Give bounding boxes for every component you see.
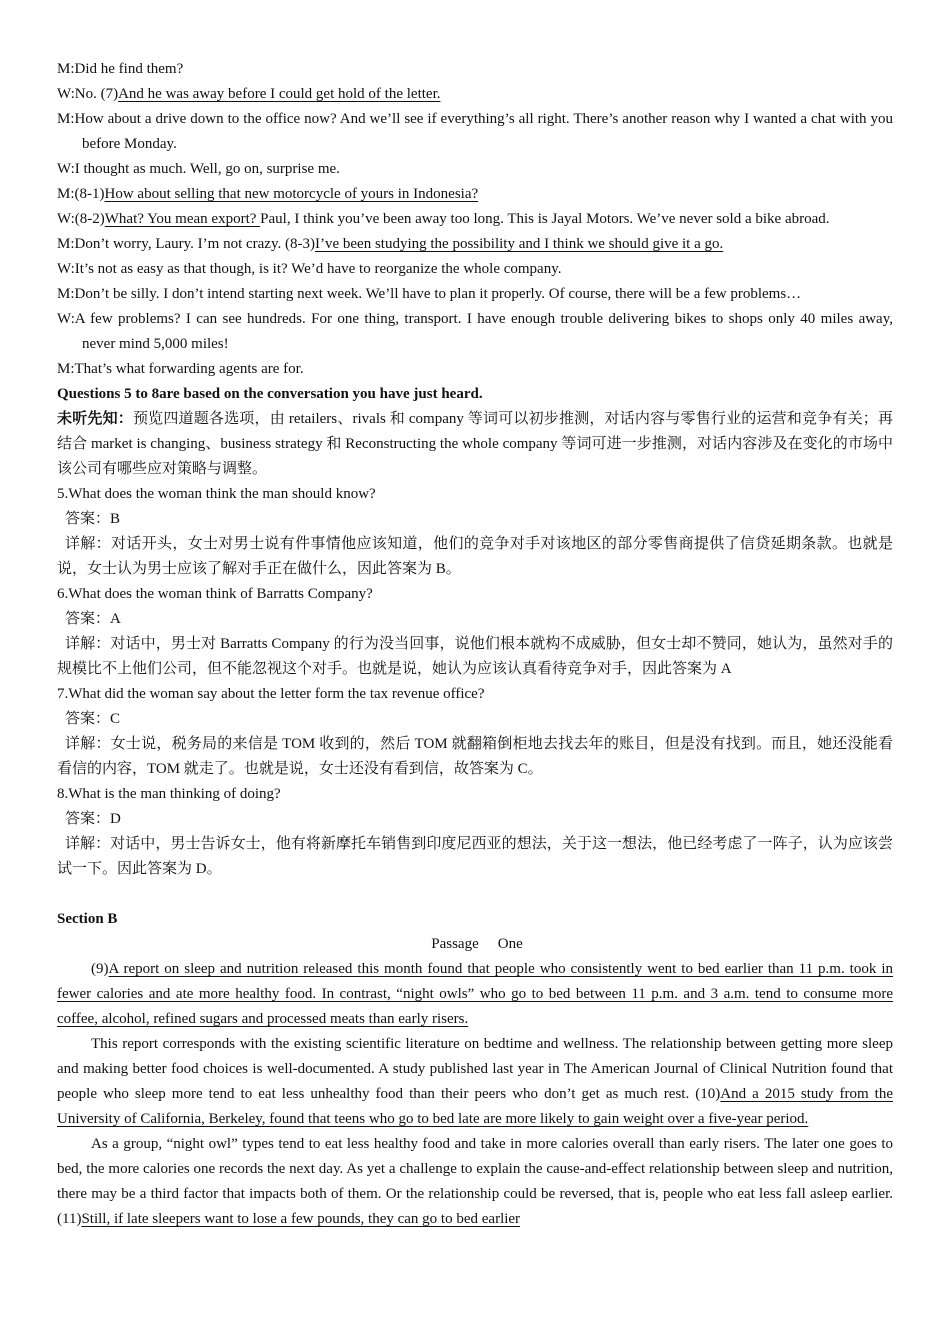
question-text: 6.What does the woman think of Barratts Company? — [57, 586, 373, 602]
preview-label: 未听先知： — [57, 411, 133, 427]
key-sentence-9: A report on sleep and nutrition released this month found that people who consistently went to bed earlier than 11 p.m. took in fewer calories and ate more healthy food. In contrast, “night owls” who go to bed between 11 p.m. and 3 a.m. tend to consume more coffee, alcohol, refined sugars and processed meats than early risers. — [57, 961, 893, 1027]
dialogue-line: M:How about a drive down to the office now? And we’ll see if everything’s all right. There’s another reason why I wanted a chat with you before Monday. — [57, 111, 893, 152]
passage-body — [57, 957, 893, 1232]
passage-paragraph: As a group, “night owl” types tend to eat less healthy food and take in more calories overall than early risers. The later one goes to bed, the more calories one records the next day. As yet a challenge to explain the cause-and-effect relationship between sleep and nutrition, there may be a third factor that impacts both of them. Or the relationship could be reversed, that is, people who eat less fall asleep earlier. (11)Still, if late sleepers want to lose a few pounds, they can go to bed earlier — [57, 1136, 893, 1227]
explanation-text: 详解：女士说，税务局的来信是 TOM 收到的，然后 TOM 就翻箱倒柜地去找去年的账目，但是没有找到。而且，她还没能看看信的内容，TOM 就走了。也就是说，女士还没有看到信，故答案为 C。 — [57, 736, 893, 777]
question-text: 5.What does the woman think the man should know? — [57, 486, 376, 502]
key-sentence-8-3: I’ve been studying the possibility and I think we should give it a go. — [314, 236, 724, 252]
dialogue-line: W:A few problems? I can see hundreds. For one thing, transport. I have enough trouble delivering bikes to shops only 40 miles away, never mind 5,000 miles! — [57, 311, 893, 352]
key-sentence-8-1: How about selling that new motorcycle of yours in Indonesia? — [104, 186, 479, 202]
answer-text: 答案：B — [65, 511, 121, 527]
dialogue-block — [57, 57, 893, 382]
dialogue-line: M:Don’t be silly. I don’t intend starting next week. We’ll have to plan it properly. Of course, there will be a few problems… — [57, 286, 802, 302]
passage-paragraph: (9)A report on sleep and nutrition released this month found that people who consistently went to bed earlier than 11 p.m. took in fewer calories and ate more healthy food. In contrast, “night owls” who go to bed between 11 p.m. and 3 a.m. tend to consume more coffee, alcohol, refined sugars and processed meats than early risers. — [57, 961, 893, 1027]
preview-text: 预览四道题各选项，由 retailers、rivals 和 company 等词可以初步推测，对话内容与零售行业的运营和竞争有关；再结合 market is changing、business strategy 和 Reconstructing the whole company 等词可进一步推测，对话内容涉及在变化的市场中该公司有哪些应对策略与调整。 — [57, 411, 893, 477]
passage-title: Passage One — [431, 936, 523, 952]
key-sentence-7: And he was away before I could get hold of the letter. — [118, 86, 441, 102]
passage-paragraph: This report corresponds with the existing scientific literature on bedtime and wellness. The relationship between getting more sleep and making better food choices is well-documented. A study published last year in The American Journal of Clinical Nutrition found that people who sleep more tend to eat less unhealthy food than their peers who don’t get as much rest. (10)And a 2015 study from the University of California, Berkeley, found that teens who go to bed late are more likely to gain weight over a five-year period. — [57, 1036, 893, 1127]
answer-text: 答案：D — [65, 811, 121, 827]
dialogue-line: M:Don’t worry, Laury. I’m not crazy. (8-3)I’ve been studying the possibility and I think we should give it a go. — [57, 236, 724, 252]
questions-heading: Questions 5 to 8are based on the conversation you have just heard. — [57, 386, 483, 402]
answer-text: 答案：A — [65, 611, 121, 627]
question-list — [57, 482, 893, 882]
key-sentence-11: Still, if late sleepers want to lose a few pounds, they can go to bed earlier — [81, 1211, 521, 1227]
question-text: 7.What did the woman say about the letter form the tax revenue office? — [57, 686, 485, 702]
dialogue-line: W:No. (7)And he was away before I could get hold of the letter. — [57, 86, 441, 102]
dialogue-line: M:That’s what forwarding agents are for. — [57, 361, 304, 377]
preview-note — [57, 407, 893, 482]
dialogue-line: W:It’s not as easy as that though, is it? We’d have to reorganize the whole company. — [57, 261, 562, 277]
explanation-text: 详解：对话中，男士对 Barratts Company 的行为没当回事，说他们根本就构不成威胁，但女士却不赞同，她认为，虽然对手的规模比不上他们公司，但不能忽视这个对手。也就是说，她认为应该认真看待竞争对手，因此答案为 A — [57, 636, 893, 677]
dialogue-line: M:(8-1)How about selling that new motorcycle of yours in Indonesia? — [57, 186, 479, 202]
answer-text: 答案：C — [65, 711, 121, 727]
key-sentence-8-2: What? You mean export? — [104, 211, 261, 227]
key-sentence-10: And a 2015 study from the University of California, Berkeley, found that teens who go to bed late are more likely to gain weight over a five-year period. — [57, 1086, 893, 1127]
explanation-text: 详解：对话中，男士告诉女士，他有将新摩托车销售到印度尼西亚的想法，关于这一想法，他已经考虑了一阵子，认为应该尝试一下。因此答案为 D。 — [57, 836, 893, 877]
question-text: 8.What is the man thinking of doing? — [57, 786, 281, 802]
dialogue-line: W:(8-2)What? You mean export? Paul, I think you’ve been away too long. This is Jayal Motors. We’ve never sold a bike abroad. — [57, 211, 830, 227]
dialogue-line: W:I thought as much. Well, go on, surprise me. — [57, 161, 340, 177]
spacer — [57, 882, 893, 907]
dialogue-line: M:Did he find them? — [57, 61, 184, 77]
explanation-text: 详解：对话开头，女士对男士说有件事情他应该知道，他们的竞争对手对该地区的部分零售商提供了信贷延期条款。也就是说，女士认为男士应该了解对手正在做什么，因此答案为 B。 — [57, 536, 893, 577]
section-heading: Section B — [57, 911, 118, 927]
